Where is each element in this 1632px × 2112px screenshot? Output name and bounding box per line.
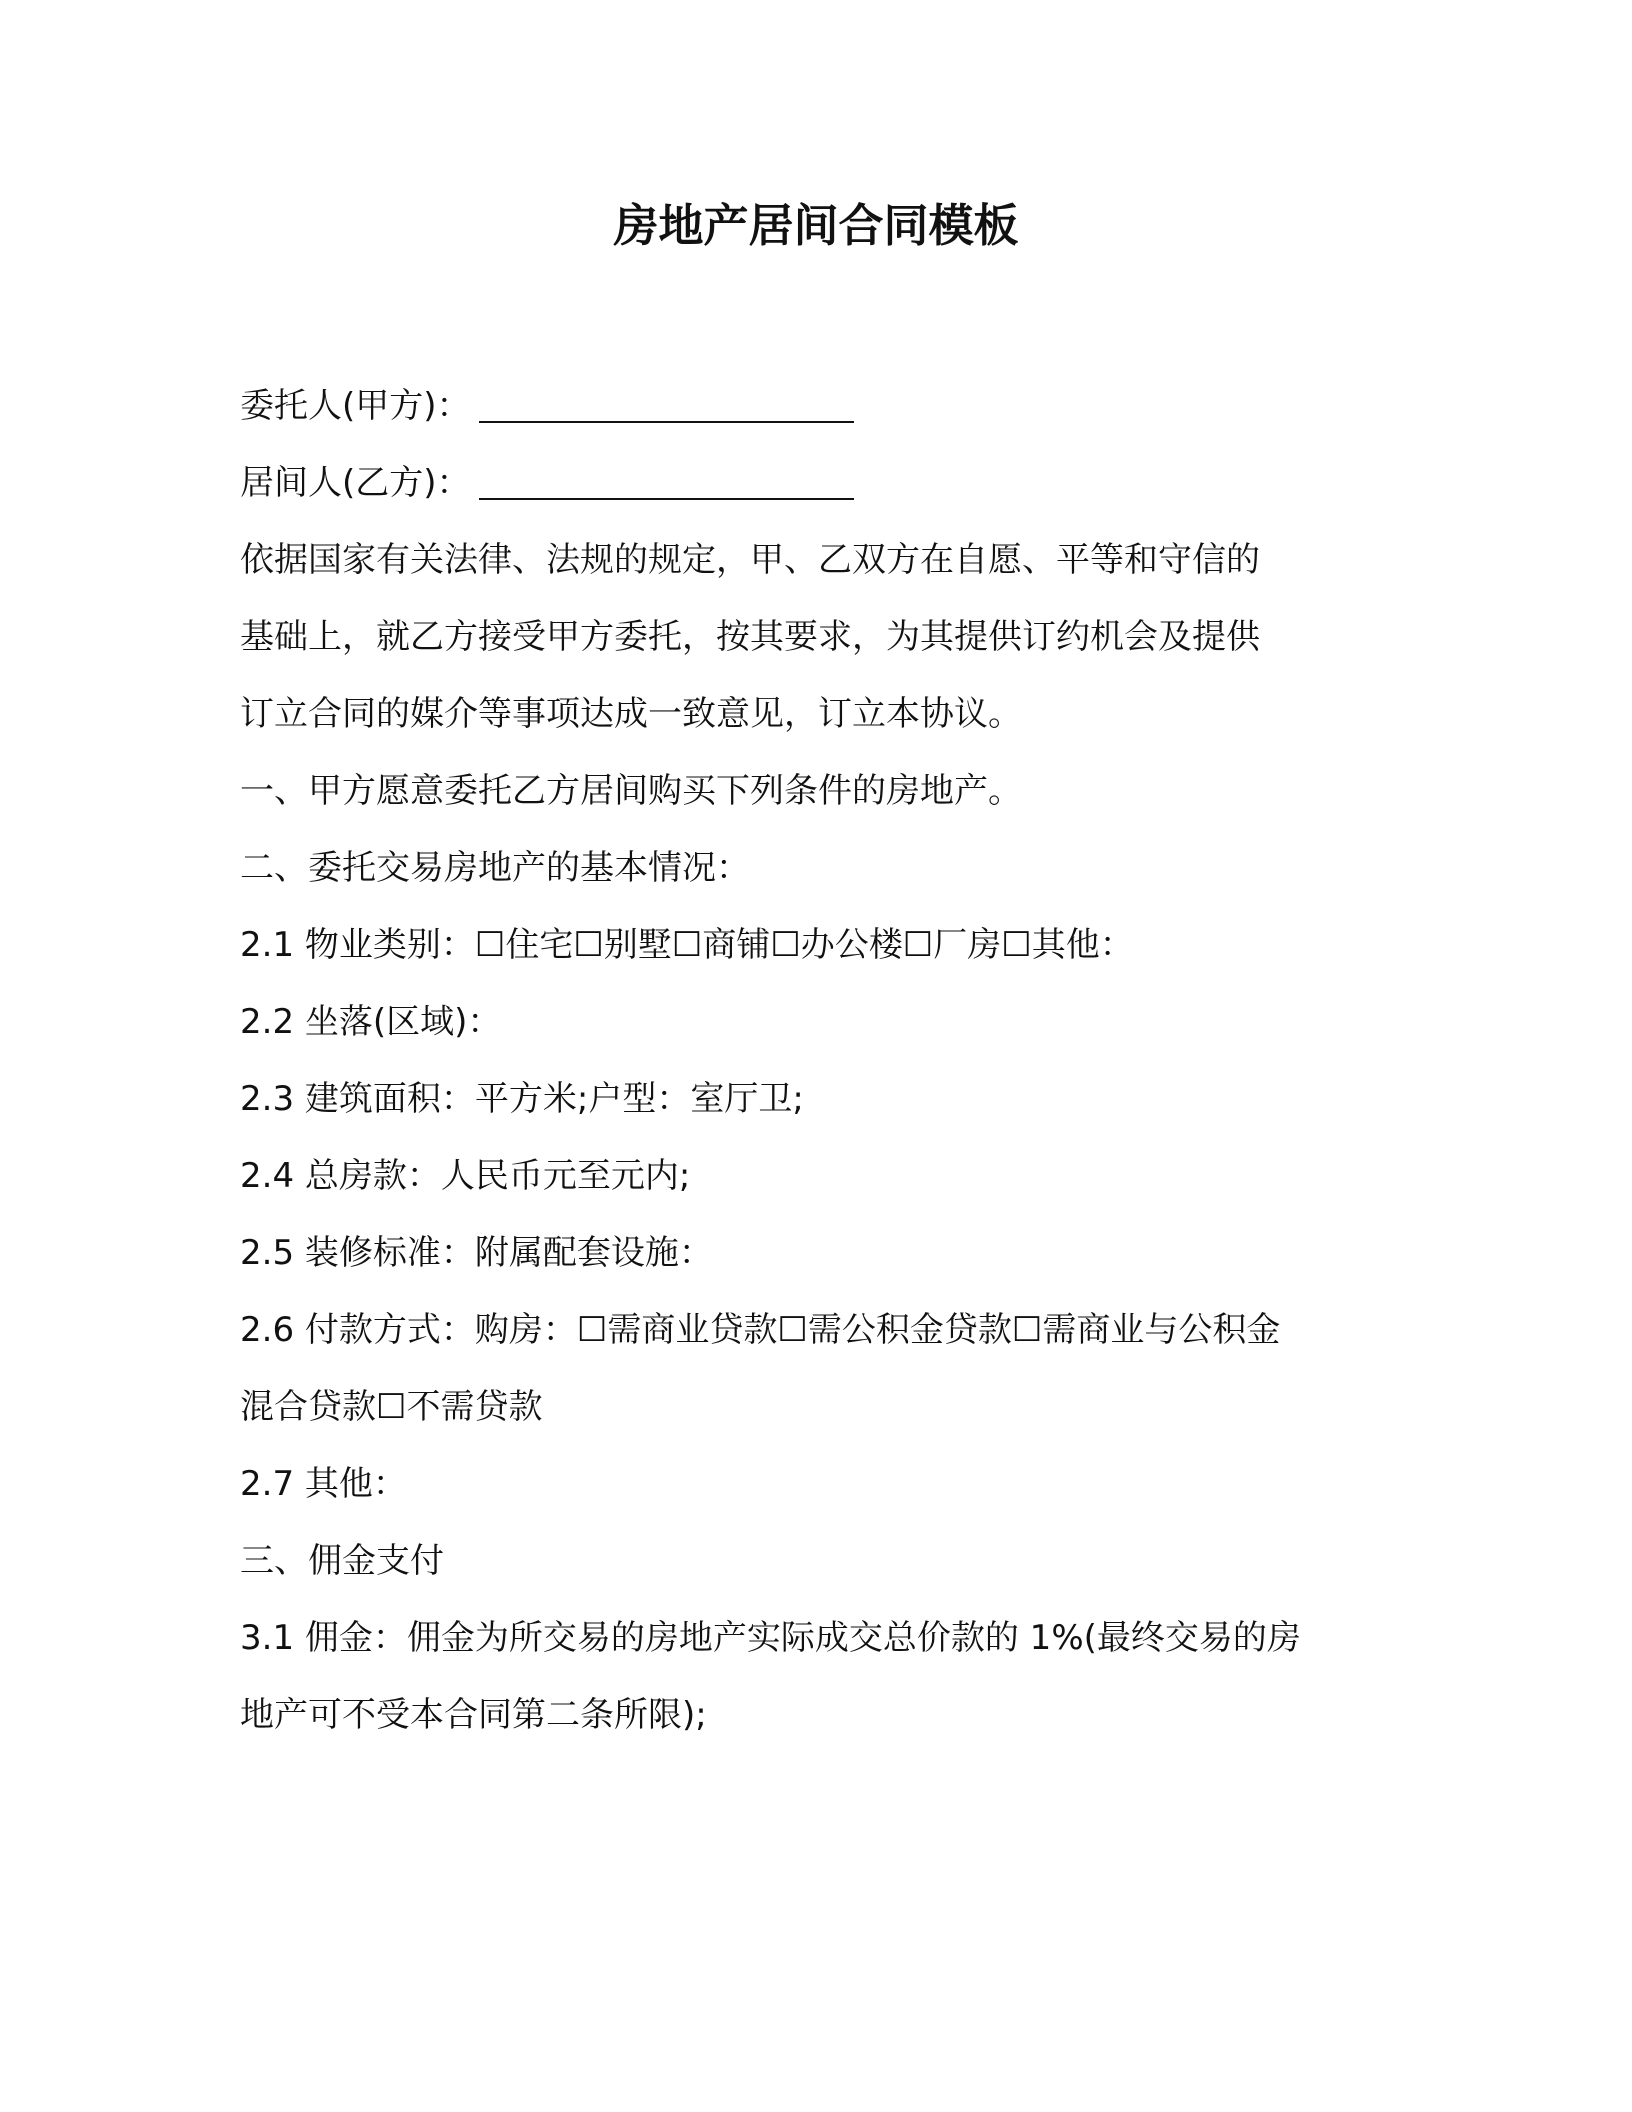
clause-2-6: 2.6 付款方式：购房：☐需商业贷款☐需公积金贷款☐需商业与公积金 [240,1310,1281,1350]
clause-2-3: 2.3 建筑面积：平方米;户型：室厅卫; [240,1079,804,1119]
body-line-3: 订立合同的媒介等事项达成一致意见，订立本协议。 [240,694,1022,734]
party-a-line [240,368,1396,445]
clause-3-1-continued: 地产可不受本合同第二条所限); [240,1695,707,1735]
clause-2-7: 2.7 其他： [240,1464,407,1504]
party-a-label: 委托人(甲方)： [240,386,471,426]
document-body [240,368,1396,1754]
section-1: 一、甲方愿意委托乙方居间购买下列条件的房地产。 [240,771,1022,811]
party-b-line [240,445,1396,522]
document-title: 房地产居间合同模板 [613,199,1019,252]
party-b-label: 居间人(乙方)： [240,463,471,503]
section-3: 三、佣金支付 [240,1541,444,1581]
clause-2-1: 2.1 物业类别：☐住宅☐别墅☐商铺☐办公楼☐厂房☐其他： [240,925,1134,965]
clause-2-2: 2.2 坐落(区域)： [240,1002,502,1042]
body-line-1: 依据国家有关法律、法规的规定，甲、乙双方在自愿、平等和守信的 [240,540,1260,580]
section-2: 二、委托交易房地产的基本情况： [240,848,750,888]
clause-2-6-continued: 混合贷款☐不需贷款 [240,1387,543,1427]
body-line-2: 基础上，就乙方接受甲方委托，按其要求，为其提供订约机会及提供 [240,617,1260,657]
party-b-blank-field[interactable] [479,468,854,500]
clause-2-4: 2.4 总房款：人民币元至元内; [240,1156,691,1196]
clause-2-5: 2.5 装修标准：附属配套设施： [240,1233,713,1273]
clause-3-1: 3.1 佣金：佣金为所交易的房地产实际成交总价款的 1%(最终交易的房 [240,1618,1301,1658]
party-a-blank-field[interactable] [479,391,854,423]
